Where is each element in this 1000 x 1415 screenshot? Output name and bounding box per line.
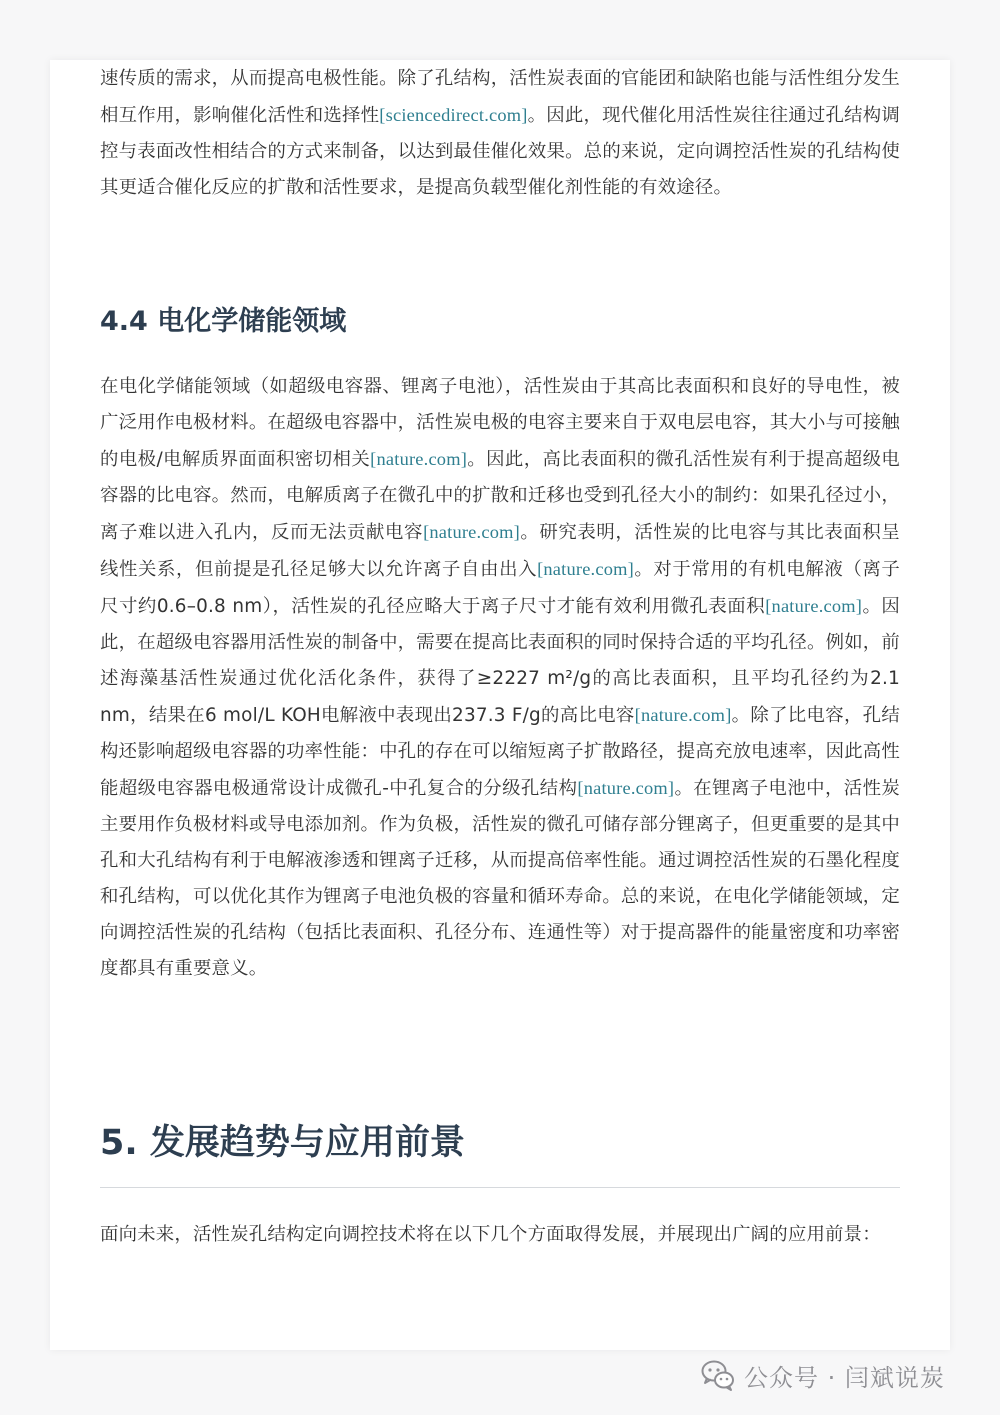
section-4-4-body <box>100 369 900 987</box>
section-5-heading: 5. 发展趋势与应用前景 <box>100 1123 465 1163</box>
body-text: 在电化学储能领域（如超级电容器、锂离子电池），活性炭由于其高比表面积和良好的导电性，被广泛用作电极材料。在超级电容器中，活性炭电极的电容主要来自于双电层电容，其大小与可接触的电极/电解质界面面积密切相关 <box>100 376 900 470</box>
reference-link[interactable]: [sciencedirect.com] <box>379 105 528 125</box>
body-text: 。在锂离子电池中，活性炭主要用作负极材料或导电添加剂。作为负极，活性炭的微孔可储存部分锂离子，但更重要的是其中孔和大孔结构有利于电解液渗透和锂离子迁移，从而提高倍率性能。通过调控活性炭的石墨化程度和孔结构，可以优化其作为锂离子电池负极的容量和循环寿命。总的来说，在电化学储能领域，定向调控活性炭的孔结构（包括比表面积、孔径分布、连通性等）对于提高器件的能量密度和功率密度都具有重要意义。 <box>100 778 901 979</box>
section-4-4 <box>100 302 900 342</box>
body-text: 。因此，在超级电容器用活性炭的制备中，需要在提高比表面积的同时保持合适的平均孔径。例如，前述海藻基活性炭通过优化活化条件，获得了≥2227 m²/g的高比表面积，且平均孔径约为2.1 nm，结果在6 mol/L KOH电解液中表现出237.3 F/g的高比电容 <box>100 596 900 726</box>
watermark-text: 公众号 · 闫斌说炭 <box>744 1363 945 1392</box>
reference-link[interactable]: [nature.com] <box>537 559 634 579</box>
watermark <box>700 1357 945 1393</box>
reference-link[interactable]: [nature.com] <box>577 778 675 798</box>
section-4-4-heading: 4.4 电化学储能领域 <box>100 306 347 337</box>
section-divider <box>100 1187 900 1188</box>
section-5-paragraph: 面向未来，活性炭孔结构定向调控技术将在以下几个方面取得发展，并展现出广阔的应用前景： <box>100 1224 881 1245</box>
body-text: 。因此，高比表面积的微孔活性炭有利于提高超级电容器的比电容。然而，电解质离子在微孔中的扩散和迁移也受到孔径大小的制约：如果孔径过小，离子难以进入孔内，反而无法贡献电容 <box>100 449 900 543</box>
intro-section <box>100 61 900 206</box>
body-text: 。对于常用的有机电解液（离子尺寸约0.6–0.8 nm），活性炭的孔径应略大于离子尺寸才能有效利用微孔表面积 <box>100 559 900 617</box>
body-text: 速传质的需求，从而提高电极性能。除了孔结构，活性炭表面的官能团和缺陷也能与活性组分发生相互作用，影响催化活性和选择性 <box>100 68 900 126</box>
section-5-body <box>100 1217 900 1253</box>
body-text: 。除了比电容，孔结构还影响超级电容器的功率性能：中孔的存在可以缩短离子扩散路径，提高充放电速率，因此高性能超级电容器电极通常设计成微孔-中孔复合的分级孔结构 <box>100 705 900 799</box>
reference-link[interactable]: [nature.com] <box>370 449 468 469</box>
reference-link[interactable]: [nature.com] <box>634 705 732 725</box>
reference-link[interactable]: [nature.com] <box>765 596 863 616</box>
intro-paragraph <box>100 61 900 206</box>
section-5 <box>100 1118 900 1168</box>
body-text: 。研究表明，活性炭的比电容与其比表面积呈线性关系，但前提是孔径足够大以允许离子自由出入 <box>100 522 900 580</box>
reference-link[interactable]: [nature.com] <box>423 522 520 542</box>
section-4-4-paragraph <box>100 369 900 987</box>
wechat-icon <box>700 1357 736 1393</box>
body-text: 。因此，现代催化用活性炭往往通过孔结构调控与表面改性相结合的方式来制备，以达到最佳催化效果。总的来说，定向调控活性炭的孔结构使其更适合催化反应的扩散和活性要求，是提高负载型催化剂性能的有效途径。 <box>100 105 900 198</box>
